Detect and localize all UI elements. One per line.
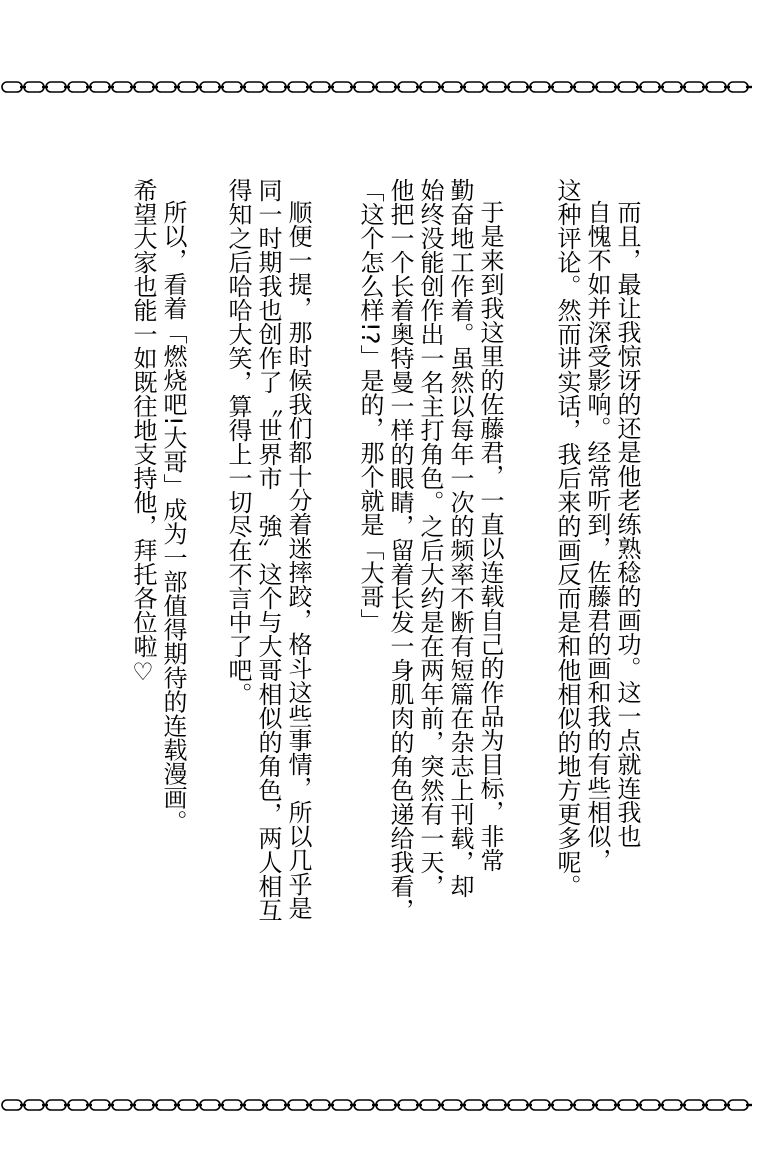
chain-link-icon <box>156 82 176 92</box>
chain-link-icon <box>552 82 572 92</box>
chain-link-icon <box>486 82 506 92</box>
text-column: 「这个怎么样!?」是的，那个就是「大哥」 <box>356 178 384 633</box>
text-column: 所以，看着「燃烧吧!大哥」成为一部值得期待的连载漫画。 <box>159 200 187 834</box>
text-column: 这种评论。然而讲实话，我后来的画反而是和他相似的地方更多呢。 <box>553 178 581 898</box>
text-column: 于是来到我这里的佐藤君，一直以连载自己的作品为目标，非常 <box>476 200 504 872</box>
chain-border-bottom <box>0 1094 757 1116</box>
chain-link-icon <box>200 82 220 92</box>
chain-link-icon <box>266 82 286 92</box>
chain-link-icon <box>332 82 352 92</box>
chain-link-icon <box>530 82 550 92</box>
chain-link-icon <box>266 1100 286 1110</box>
chain-link-icon <box>200 1100 220 1110</box>
chain-link-icon <box>728 1100 748 1110</box>
chain-link-icon <box>354 1100 374 1110</box>
chain-link-icon <box>288 82 308 92</box>
chain-link-icon <box>420 1100 440 1110</box>
chain-link-icon <box>222 82 242 92</box>
chain-link-icon <box>574 82 594 92</box>
chain-link-icon <box>90 1100 110 1110</box>
text-column: 同一时期我也创作了〝世界市 強〞这个与大哥相似的角色，两人相互 <box>254 178 282 922</box>
chain-link-icon <box>112 82 132 92</box>
text-column: 他把一个长着奥特曼一样的眼睛，留着长发一身肌肉的角色递给我看， <box>386 178 414 922</box>
chain-link-icon <box>376 82 396 92</box>
chain-border-top <box>0 76 757 98</box>
chain-link-icon <box>46 1100 66 1110</box>
chain-link-icon <box>508 82 528 92</box>
text-column: 自愧不如并深受影响。经常听到，佐藤君的画和我的有些相似， <box>583 200 611 872</box>
chain-link-icon <box>222 1100 242 1110</box>
chain-link-icon <box>618 82 638 92</box>
chain-link-icon <box>574 1100 594 1110</box>
chain-link-icon <box>530 1100 550 1110</box>
text-column: 得知之后哈哈大笑，算得上一切尽在不言中了吧。 <box>224 178 252 706</box>
chain-link-icon <box>310 1100 330 1110</box>
chain-link-icon <box>464 82 484 92</box>
chain-link-icon <box>706 1100 726 1110</box>
chain-link-icon <box>618 1100 638 1110</box>
chain-link-icon <box>398 82 418 92</box>
chain-link-icon <box>2 1100 22 1110</box>
chain-link-icon <box>596 82 616 92</box>
text-column: 始终没能创作出一名主打角色。之后大约是在两年前，突然有一天， <box>416 178 444 898</box>
chain-link-icon <box>244 82 264 92</box>
chain-link-icon <box>178 82 198 92</box>
chain-link-icon <box>464 1100 484 1110</box>
text-column: 而且，最让我惊讶的还是他老练熟稔的画功。这一点就连我也 <box>613 200 641 848</box>
chain-link-icon <box>640 1100 660 1110</box>
chain-link-icon <box>662 82 682 92</box>
chain-link-icon <box>596 1100 616 1110</box>
chain-link-icon <box>640 82 660 92</box>
text-column: 顺便一提，那时候我们都十分着迷摔跤，格斗这些事情，所以几乎是 <box>284 200 312 920</box>
chain-link-icon <box>24 82 44 92</box>
chain-link-icon <box>178 1100 198 1110</box>
chain-link-icon <box>354 82 374 92</box>
chain-link-icon <box>420 82 440 92</box>
chain-link-icon <box>288 1100 308 1110</box>
chain-link-icon <box>134 82 154 92</box>
chain-link-icon <box>2 82 22 92</box>
chain-link-icon <box>46 82 66 92</box>
chain-link-icon <box>486 1100 506 1110</box>
chain-link-icon <box>112 1100 132 1110</box>
chain-link-icon <box>728 82 748 92</box>
chain-link-icon <box>68 82 88 92</box>
chain-link-icon <box>376 1100 396 1110</box>
chain-link-icon <box>134 1100 154 1110</box>
chain-link-icon <box>68 1100 88 1110</box>
chain-link-icon <box>442 82 462 92</box>
chain-link-icon <box>706 82 726 92</box>
chain-link-icon <box>684 82 704 92</box>
chain-link-icon <box>552 1100 572 1110</box>
chain-link-icon <box>508 1100 528 1110</box>
chain-link-icon <box>90 82 110 92</box>
chain-link-icon <box>442 1100 462 1110</box>
chain-link-icon <box>24 1100 44 1110</box>
text-column: 勤奋地工作着。虽然以每年一次的频率不断有短篇在杂志上刊载，却 <box>446 178 474 898</box>
chain-link-icon <box>244 1100 264 1110</box>
chain-link-icon <box>398 1100 418 1110</box>
chain-link-icon <box>684 1100 704 1110</box>
text-column: 希望大家也能一如既往地支持他，拜托各位啦♡ <box>129 178 157 686</box>
chain-link-icon <box>156 1100 176 1110</box>
chain-link-icon <box>662 1100 682 1110</box>
chain-link-icon <box>310 82 330 92</box>
chain-link-icon <box>332 1100 352 1110</box>
